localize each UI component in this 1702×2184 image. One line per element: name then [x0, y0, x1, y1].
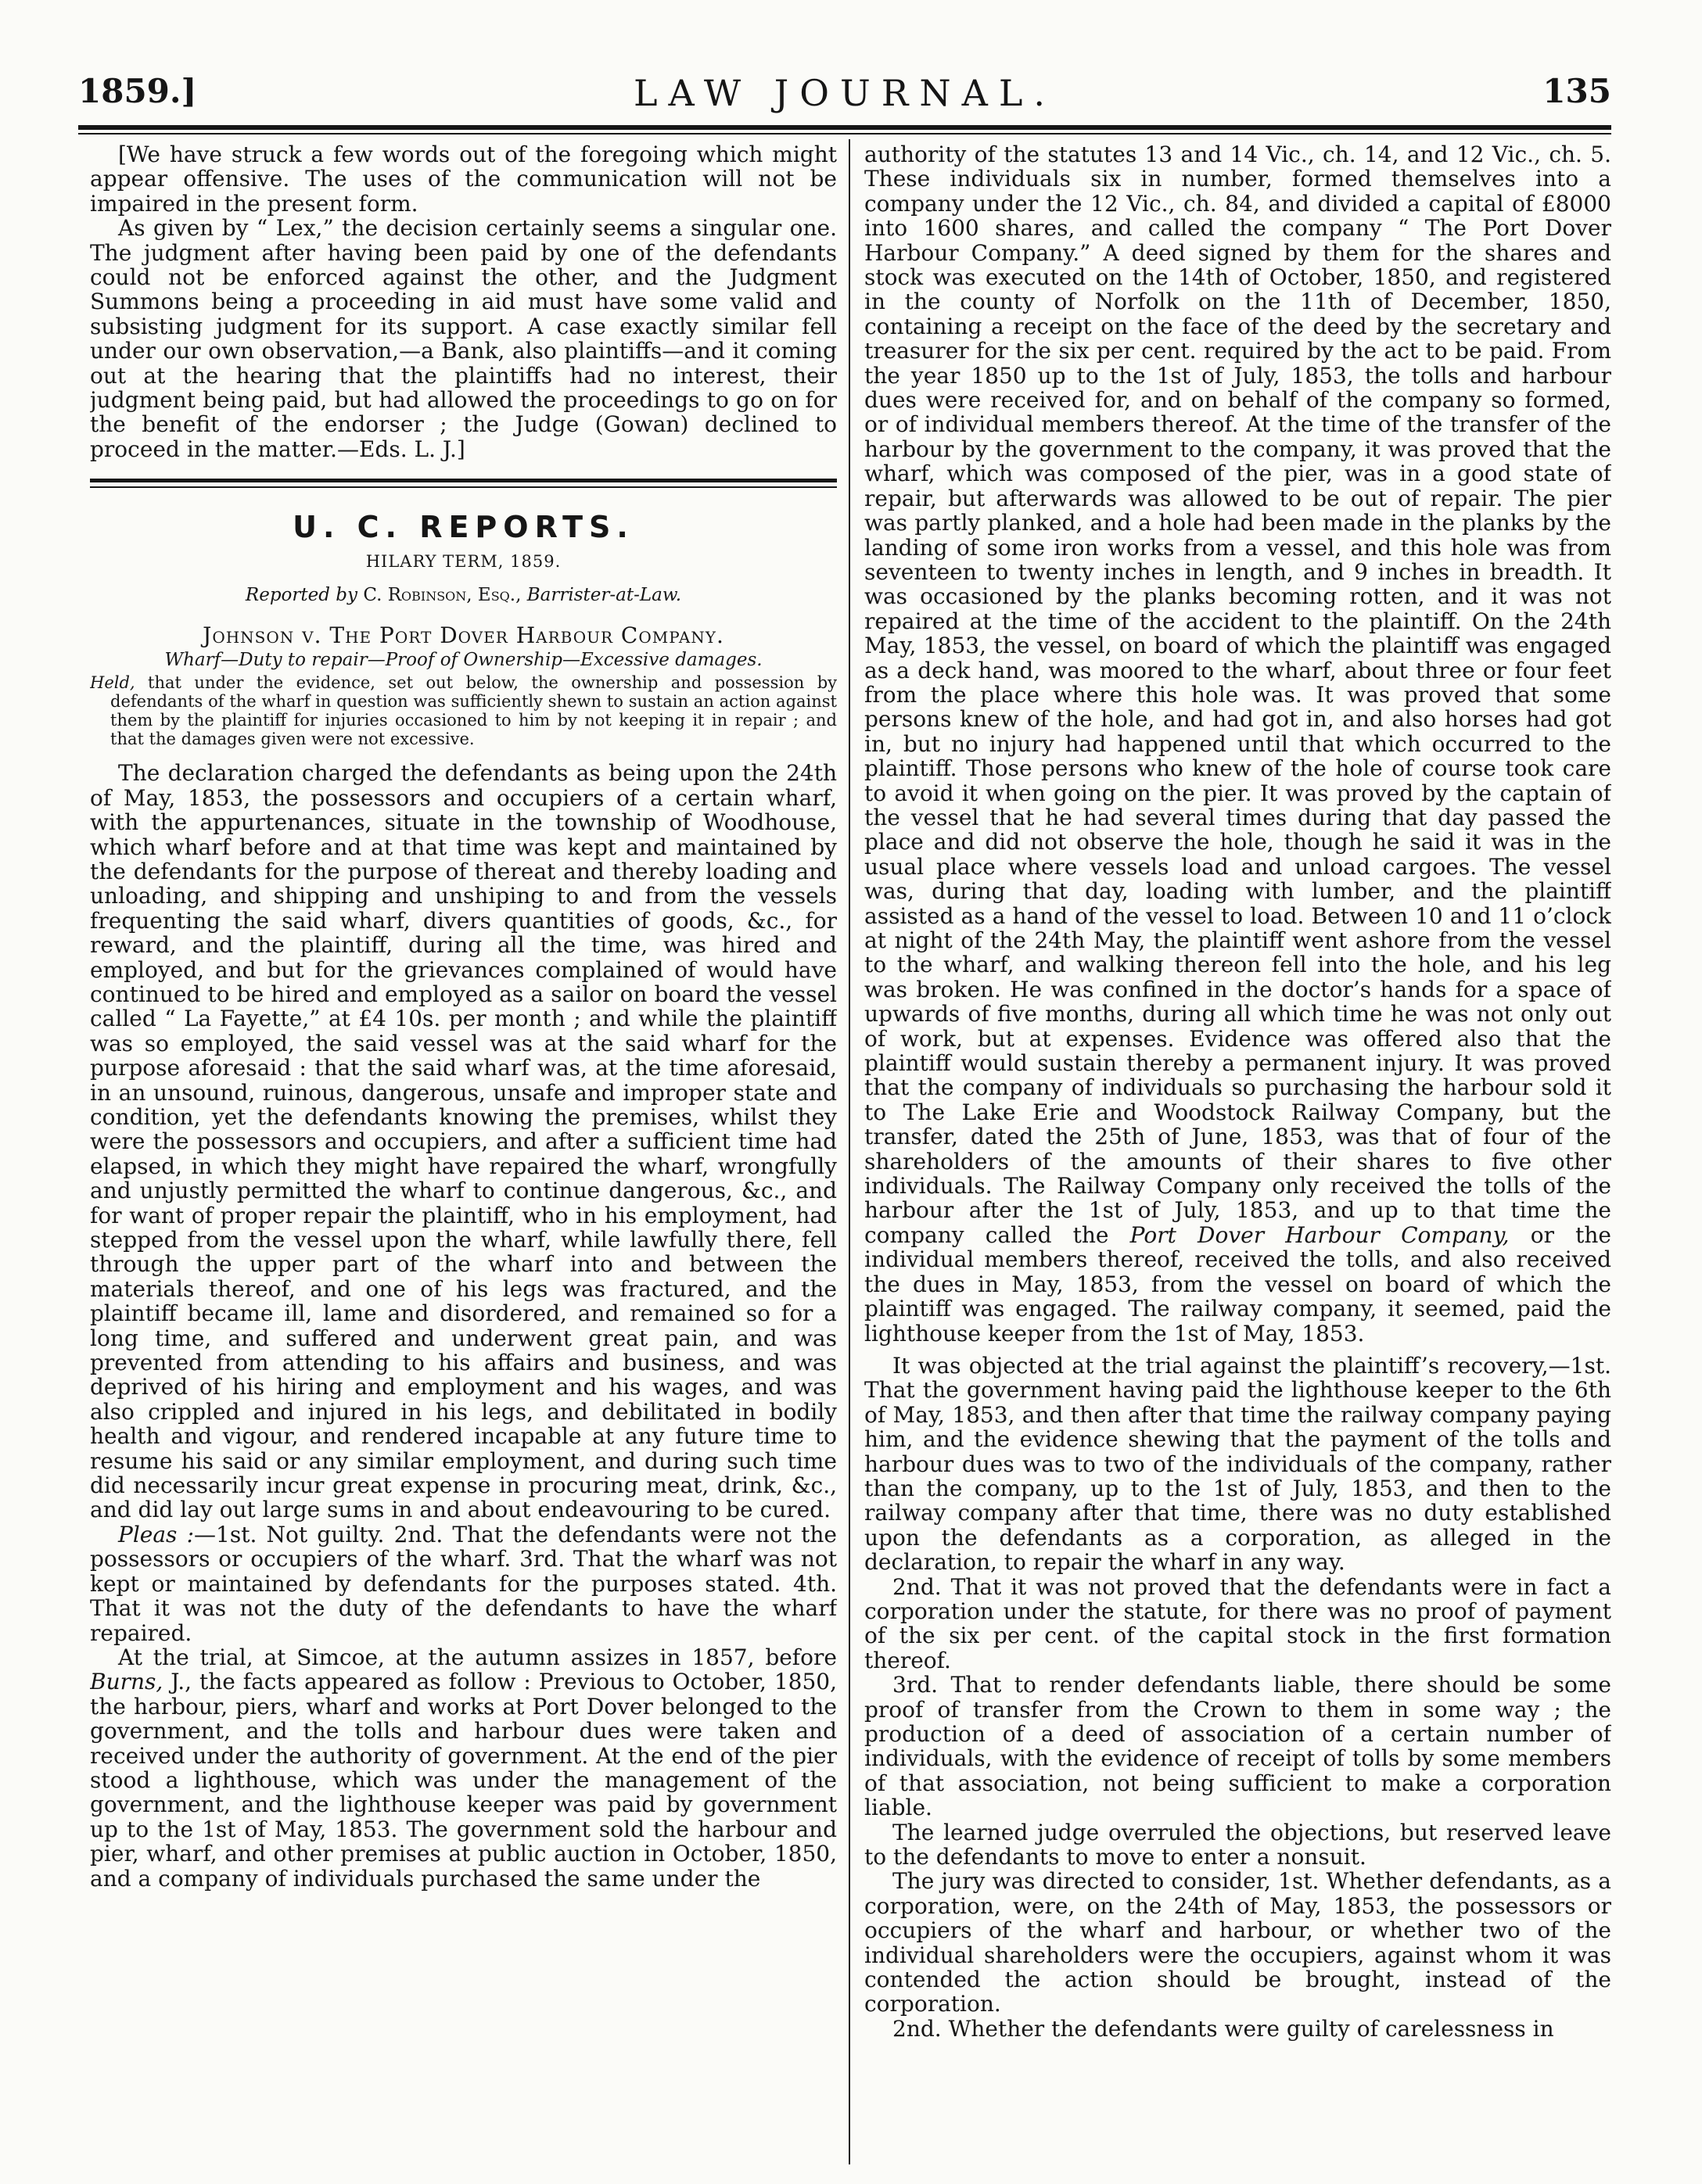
right-column [864, 142, 1611, 2175]
pleas-label: Pleas : [118, 1521, 195, 1547]
jury-direction-paragraph: The jury was directed to consider, 1st. Whether defendants, as a corporation, were, on the 24th of May, 1853, the possessors or occupiers of the wharf and harbour, or whether two of the individual shareholders were the occupiers, against whom it was contended the action should be brought, instead of the corporation. [864, 1868, 1611, 2017]
objection-paragraph: It was objected at the trial against the plaintiff’s recovery,—1st. That the government having paid the lighthouse keeper to the 6th of May, 1853, and then after that time the railway company paying him, and the evidence shewing that the payment of the tolls and harbour dues was to two of the individuals of the company, rather than the company, up to the 1st of July, 1853, and then to the railway company after that time, there was no duty established upon the defendants as a corporation, as alleged in the declaration, to repair the wharf in any way. [864, 1352, 1611, 1576]
page-number: 135 [1542, 72, 1611, 110]
header-rule-thick [78, 125, 1611, 130]
column-divider [849, 139, 850, 2164]
reporter-prefix: Reported by [245, 585, 357, 606]
editor-note-paragraph: [We have struck a few words out of the foregoing which might appear offensive. The uses of the communication will not be impaired in the present form. [90, 142, 837, 217]
header-rule-thin [78, 133, 1611, 134]
running-head [78, 72, 1611, 122]
left-column [90, 142, 837, 2175]
headnote-text: that under the evidence, set out below, the ownership and possession by defendants of the wharf in question was sufficiently shewn to sustain an action against them by the plaintiff for injuries occasioned to him by not keeping it in repair ; and that the damages given were not excessive. [110, 673, 837, 749]
headnote [90, 673, 837, 748]
facts-company-name: Port Dover Harbour Company, [1129, 1221, 1510, 1248]
section-title: U. C. REPORTS. [293, 510, 634, 545]
running-head-year: 1859.] [78, 72, 197, 110]
pleas-paragraph [90, 1522, 837, 1645]
reporter-line [90, 585, 837, 605]
reporter-suffix: Barrister-at-Law. [526, 585, 682, 606]
facts-paragraph [864, 142, 1611, 1346]
trial-text-before: At the trial, at Simcoe, at the autumn assizes in 1857, before [118, 1644, 837, 1670]
section-separator [90, 474, 837, 496]
editor-note-paragraph: As given by “ Lex,” the decision certainly seems a singular one. The judgment after having been paid by one of the defendants could not be enforced against the other, and the Judgment Summons being a proceeding in aid must have some valid and subsisting judgment for its support. A case exactly similar fell under our own observation,—a Bank, also plaintiffs—and it coming out at the hearing that the plaintiffs had no interest, their judgment being paid, but had allowed the proceedings to go on for the benefit of the endorser ; the Judge (Gowan) declined to proceed in the matter.—Eds. L. J.] [90, 215, 837, 462]
facts-text-before: authority of the statutes 13 and 14 Vic., ch. 14, and 12 Vic., ch. 5. These individuals six in number, formed themselves into a company under the 12 Vic., ch. 84, and divided a capital of £8000 into 1600 shares, and called the company “ The Port Dover Harbour Company.” A deed signed by them for the shares and stock was executed on the 14th of October, 1850, and registered in the county of Norfolk on the 11th of December, 1850, containing a receipt on the face of the deed by the secretary and treasurer for the six per cent. required by the act to be paid. From the year 1850 up to the 1st of July, 1853, the tolls and harbour dues were received for, and on behalf of the company so formed, or of individual members thereof. At the time of the transfer of the harbour by the government to the company, it was proved that the wharf, which was composed of the pier, was in a good state of repair, but afterwards was allowed to be out of repair. The pier was partly planked, and a hole had been made in the planks by the landing of some iron works from a vessel, and this hole was from seventeen to twenty inches in length, and 9 inches in breadth. It was occasioned by the planks becoming rotten, and it was not repaired at the time of the accident to the plaintiff. On the 24th May, 1853, the vessel, on board of which the plaintiff was engaged as a deck hand, was moored to the wharf, about three or four feet from the place where this hole was. It was proved that some persons knew of the hole, and had got in, and also horses had got in, but no injury had happened until that which occurred to the plaintiff. Those persons who knew of the hole of course took care to avoid it when going on the pier. It was proved by the captain of the vessel that he had several times during that day passed the place and did not observe the hole, though he said it was in the usual place where vessels load and unload cargoes. The vessel was, during that day, loading with lumber, and the plaintiff assisted as a hand of the vessel to load. Between 10 and 11 o’clock at night of the 24th May, the plaintiff went ashore from the vessel to the wharf, and walking thereon fell into the hole, and his leg was broken. He was confined in the doctor’s hands for a space of upwards of five months, during all which time he was not only out of work, but at expenses. Evidence was offered also that the plaintiff would sustain thereby a permanent injury. It was proved that the company of individuals so purchasing the harbour sold it to The Lake Erie and Woodstock Railway Company, but the transfer, dated the 25th of June, 1853, was that of four of the shareholders of the amounts of their shares to five other individuals. The Railway Company only received the tolls of the harbour after the 1st of July, 1853, and up to that time the company called the [864, 142, 1611, 1248]
running-head-title: LAW JOURNAL. [634, 72, 1056, 114]
reporter-name: C. Robinson, Esq., [363, 585, 522, 606]
declaration-paragraph: The declaration charged the defendants as being upon the 24th of May, 1853, the possessors and occupiers of a certain wharf, with the appurtenances, situate in the township of Woodhouse, which wharf before and at that time was kept and maintained by the defendants for the purpose of thereat and thereby loading and unloading, and shipping and unshiping to and from the vessels frequenting the said wharf, divers quantities of goods, &c., for reward, and the plaintiff, during all the time, was hired and employed, and but for the grievances complained of would have continued to be hired and employed as a sailor on board the vessel called “ La Fayette,” at £4 10s. per month ; and while the plaintiff was so employed, the said vessel was at the said wharf for the purpose aforesaid : that the said wharf was, at the time aforesaid, in an unsound, ruinous, dangerous, unsafe and improper state and condition, yet the defendants knowing the premises, whilst they were the possessors and occupiers, and after a sufficient time had elapsed, in which they might have repaired the wharf, wrongfully and unjustly permitted the wharf to continue dangerous, &c., and for want of proper repair the plaintiff, who in his employment, had stepped from the vessel upon the wharf, while lawfully there, fell through the upper part of the wharf into and between the materials thereof, and one of his legs was fractured, and the plaintiff became ill, lame and disordered, and remained so for a long time, and suffered and underwent great pain, and was prevented from attending to his affairs and business, and was deprived of his hiring and employment and his wages, and was also crippled and injured in his legs, and debilitated in bodily health and vigour, and rendered incapable at any future time to resume his said or any similar employment, and during such time did necessarily incur great expense in procuring meat, drink, &c., and did lay out large sums in and about endeavouring to be cured. [90, 760, 837, 1523]
trial-text-after: J., the facts appeared as follow : Previous to October, 1850, the harbour, piers, wharf and works at Port Dover belonged to the government, and the tolls and harbour dues were taken and received under the authority of government. At the end of the pier stood a lighthouse, which was under the management of the government, and the lighthouse keeper was paid by government up to the 1st of May, 1853. The government sold the harbour and pier, wharf, and other premises at public auction in October, 1850, and a company of individuals purchased the same under the [90, 1669, 837, 1892]
trial-judge: Burns, [90, 1669, 163, 1695]
pleas-text: —1st. Not guilty. 2nd. That the defendants were not the possessors or occupiers of the wharf. 3rd. That the wharf was not kept or maintained by defendants for the purposes stated. 4th. That it was not the duty of the defendants to have the wharf repaired. [90, 1521, 837, 1646]
case-title: Johnson v. The Port Dover Harbour Company. [203, 622, 724, 649]
headnote-subject: Wharf—Duty to repair—Proof of Ownership—Excessive damages. [164, 650, 763, 671]
ruling-paragraph: The learned judge overruled the objections, but reserved leave to the defendants to move to enter a nonsuit. [864, 1819, 1611, 1870]
headnote-held-label: Held, [90, 673, 135, 693]
objection-paragraph: 2nd. That it was not proved that the defendants were in fact a corporation under the statute, for there was no proof of payment of the six per cent. of the capital stock in the first formation thereof. [864, 1573, 1611, 1673]
facts-text-after: or the individual members thereof, received the tolls, and also received the dues in May, 1853, from the vessel on board of which the plaintiff was engaged. The railway company, it seemed, paid the lighthouse keeper from the 1st of May, 1853. [864, 1221, 1611, 1347]
jury-direction-paragraph: 2nd. Whether the defendants were guilty of carelessness in [892, 2015, 1554, 2042]
trial-paragraph [90, 1645, 837, 1891]
objection-paragraph: 3rd. That to render defendants liable, there should be some proof of transfer from the Crown to them in some way ; the production of a deed of association of a certain number of individuals, with the evidence of receipt of tolls by some members of that association, not being sufficient to make a corporation liable. [864, 1672, 1611, 1821]
term-line: HILARY TERM, 1859. [365, 552, 562, 572]
